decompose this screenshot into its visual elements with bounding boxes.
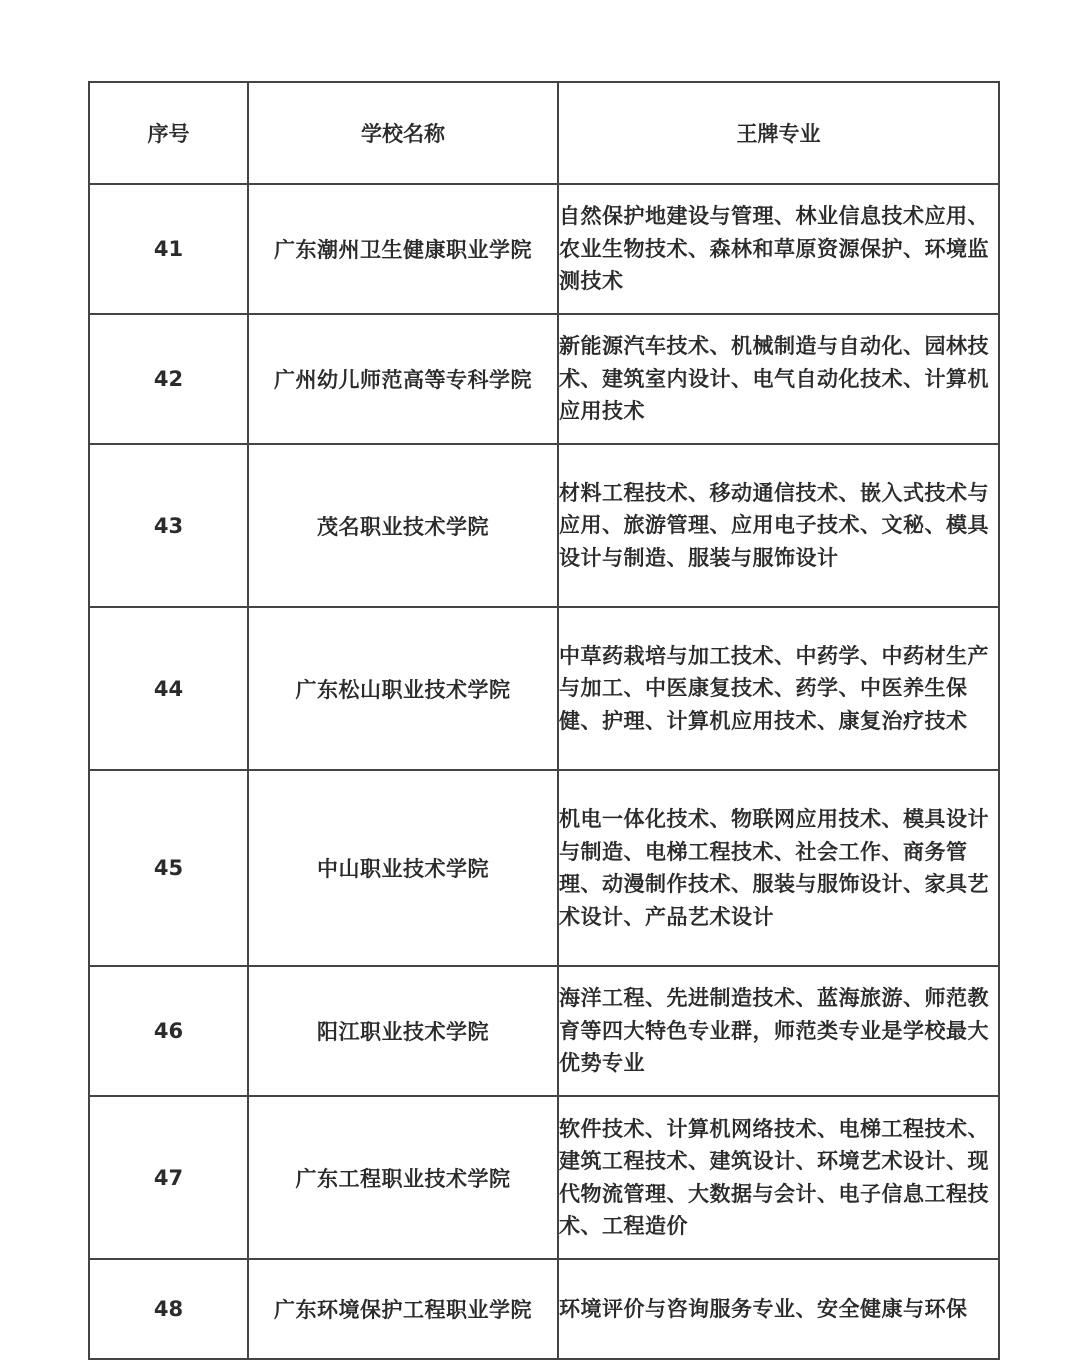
table-row: [89, 314, 999, 444]
school-name: 广东工程职业技术学院: [248, 1096, 558, 1259]
table-row: [89, 1096, 999, 1259]
flagship-majors: 海洋工程、先进制造技术、蓝海旅游、师范教育等四大特色专业群，师范类专业是学校最大优势专业: [558, 966, 999, 1096]
flagship-majors: 机电一体化技术、物联网应用技术、模具设计与制造、电梯工程技术、社会工作、商务管理、动漫制作技术、服装与服饰设计、家具艺术设计、产品艺术设计: [558, 770, 999, 966]
school-name: 广东潮州卫生健康职业学院: [248, 184, 558, 314]
table-row: [89, 184, 999, 314]
flagship-majors: 软件技术、计算机网络技术、电梯工程技术、建筑工程技术、建筑设计、环境艺术设计、现代物流管理、大数据与会计、电子信息工程技术、工程造价: [558, 1096, 999, 1259]
row-index: 48: [89, 1259, 248, 1359]
school-name: 广东环境保护工程职业学院: [248, 1259, 558, 1359]
row-index: 42: [89, 314, 248, 444]
school-name: 广州幼儿师范高等专科学院: [248, 314, 558, 444]
header-school-name: 学校名称: [248, 82, 558, 184]
flagship-majors: 中草药栽培与加工技术、中药学、中药材生产与加工、中医康复技术、药学、中医养生保健、护理、计算机应用技术、康复治疗技术: [558, 607, 999, 770]
row-index: 43: [89, 444, 248, 607]
flagship-majors: 自然保护地建设与管理、林业信息技术应用、农业生物技术、森林和草原资源保护、环境监测技术: [558, 184, 999, 314]
flagship-majors: 新能源汽车技术、机械制造与自动化、园林技术、建筑室内设计、电气自动化技术、计算机应用技术: [558, 314, 999, 444]
row-index: 45: [89, 770, 248, 966]
table-row: [89, 966, 999, 1096]
school-name: 广东松山职业技术学院: [248, 607, 558, 770]
school-name: 中山职业技术学院: [248, 770, 558, 966]
table-row: [89, 444, 999, 607]
table-header-row: [89, 82, 999, 184]
flagship-majors: 环境评价与咨询服务专业、安全健康与环保: [558, 1259, 999, 1359]
table-row: [89, 1259, 999, 1359]
header-index: 序号: [89, 82, 248, 184]
table-row: [89, 770, 999, 966]
majors-table: [88, 81, 1000, 1360]
school-name: 茂名职业技术学院: [248, 444, 558, 607]
row-index: 46: [89, 966, 248, 1096]
row-index: 47: [89, 1096, 248, 1259]
school-name: 阳江职业技术学院: [248, 966, 558, 1096]
flagship-majors: 材料工程技术、移动通信技术、嵌入式技术与应用、旅游管理、应用电子技术、文秘、模具设计与制造、服装与服饰设计: [558, 444, 999, 607]
table-row: [89, 607, 999, 770]
row-index: 44: [89, 607, 248, 770]
header-flagship-majors: 王牌专业: [558, 82, 999, 184]
row-index: 41: [89, 184, 248, 314]
